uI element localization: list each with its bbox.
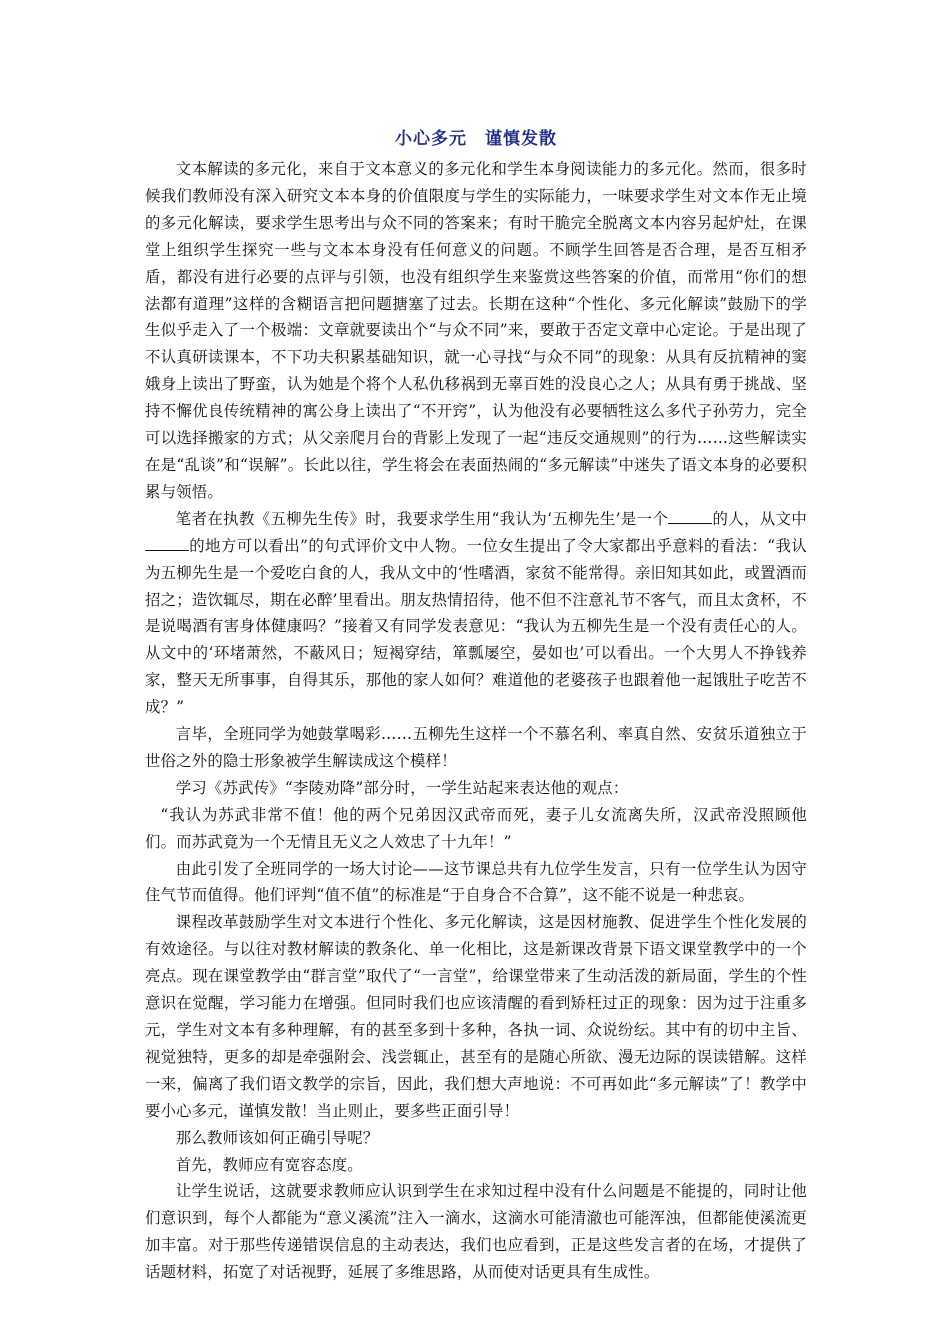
paragraph: 让学生说话，这就要求教师应认识到学生在求知过程中没有什么问题是不能提的，同时让他们意识到，每个人都能为“意义溪流”注入一滴水，这滴水可能清澈也可能浑浊，但都能使溪流更加丰富。对于那些传递错误信息的主动表达，我们也应看到，正是这些发言者的在场，才提供了话题材料，拓宽了对话视野，延展了多维思路，从而使对话更具有生成性。 [145,1182,807,1282]
paragraph: 课程改革鼓励学生对文本进行个性化、多元化解读，这是因材施教、促进学生个性化发展的有效途径。与以往对教材解读的教条化、单一化相比，这是新课改背景下语文课堂教学中的一个亮点。现在课堂教学由“群言堂”取代了“一言堂”，给课堂带来了生动活泼的新局面，学生的个性意识在觉醒，学习能力在增强。但同时我们也应该清醒的看到矫枉过正的现象：因为过于注重多元，学生对文本有多种理解，有的甚至多到十多种，各执一词、众说纷纭。其中有的切中主旨、视觉独特，更多的却是牵强附会、浅尝辄止，甚至有的是随心所欲、漫无边际的误读错解。这样一来，偏离了我们语文教学的宗旨，因此，我们想大声地说：不可再如此“多元解读”了！教学中要小心多元，谨慎发散！当止则止，要多些正面引导！ [145,913,807,1120]
article-title: 小心多元 谨慎发散 [395,129,557,149]
paragraph-text: 的人，从文中 [712,509,807,528]
paragraph: 学习《苏武传》“李陵劝降”部分时，一学生站起来表达他的观点： [175,778,629,797]
paragraph: 言毕，全班同学为她鼓掌喝彩……五柳先生这样一个不慕名利、率真自然、安贫乐道独立于世俗之外的隐士形象被学生解读成这个模样！ [145,725,807,770]
paragraph-text: 笔者在执教《五柳先生传》时，我要求学生用“我认为‘五柳先生’是一个 [175,509,669,528]
blank-line [668,509,712,524]
paragraph: 那么教师该如何正确引导呢？ [175,1128,379,1147]
quote-paragraph: “我认为苏武非常不值！他的两个兄弟因汉武帝而死，妻子儿女流离失所，汉武帝没照顾他们。而苏武竟为一个无情且无义之人效忠了十九年！” [145,805,807,851]
paragraph-text: 的地方可以看出”的句式评价文中人物。一位女生提出了令大家都出乎意料的看法：“我认为五柳先生是一个爱吃白食的人，我从文中的‘性嗜酒，家贫不能常得。亲旧知其如此，或置酒而招之；造饮辄尽，期在必醉’里看出。朋友热情招待，他不但不注意礼节不客气，而且太贪杯，不是说喝酒有害身体健康吗？”接着又有同学发表意见：“我认为五柳先生是一个没有责任心的人。从文中的‘环堵萧然，不蔽风日；短褐穿结，箪瓢屡空，晏如也’可以看出。一个大男人不挣钱养家，整天无所事事，自得其乐，那他的家人如何？难道他的老婆孩子也跟着他一起饿肚子吃苦不成？” [145,536,807,717]
article [145,124,807,1286]
blank-line [145,536,189,551]
paragraph: 由此引发了全班同学的一场大讨论——这节课总共有九位学生发言，只有一位学生认为因守住气节而值得。他们评判“值不值”的标准是“于自身合不合算”，这不能不说是一种悲哀。 [145,859,807,905]
paragraph: 文本解读的多元化，来自于文本意义的多元化和学生本身阅读能力的多元化。然而，很多时候我们教师没有深入研究文本本身的价值限度与学生的实际能力，一味要求学生对文本作无止境的多元化解读，要求学生思考出与众不同的答案来；有时干脆完全脱离文本内容另起炉灶，在课堂上组织学生探究一些与文本本身没有任何意义的问题。不顾学生回答是否合理，是否互相矛盾，都没有进行必要的点评与引领，也没有组织学生来鉴赏这些答案的价值，而常用“你们的想法都有道理”这样的含糊语言把问题搪塞了过去。长期在这种“个性化、多元化解读”鼓励下的学生似乎走入了一个极端：文章就要读出个“与众不同”来，要敢于否定文章中心定论。于是出现了不认真研读课本，不下功夫积累基础知识，就一心寻找“与众不同”的现象：从具有反抗精神的窦娥身上读出了野蛮，认为她是个将个人私仇移祸到无辜百姓的没良心之人；从具有勇于挑战、坚持不懈优良传统精神的寓公身上读出了“不开窍”，认为他没有必要牺牲这么多代子孙劳力，完全可以选择搬家的方式；从父亲爬月台的背影上发现了一起“违反交通规则”的行为……这些解读实在是“乱谈”和“误解”。长此以往，学生将会在表面热闹的“多元解读”中迷失了语文本身的必要积累与领悟。 [145,160,807,501]
paragraph: 首先，教师应有宽容态度。 [175,1155,363,1174]
paragraph-fill-blank [145,506,807,721]
